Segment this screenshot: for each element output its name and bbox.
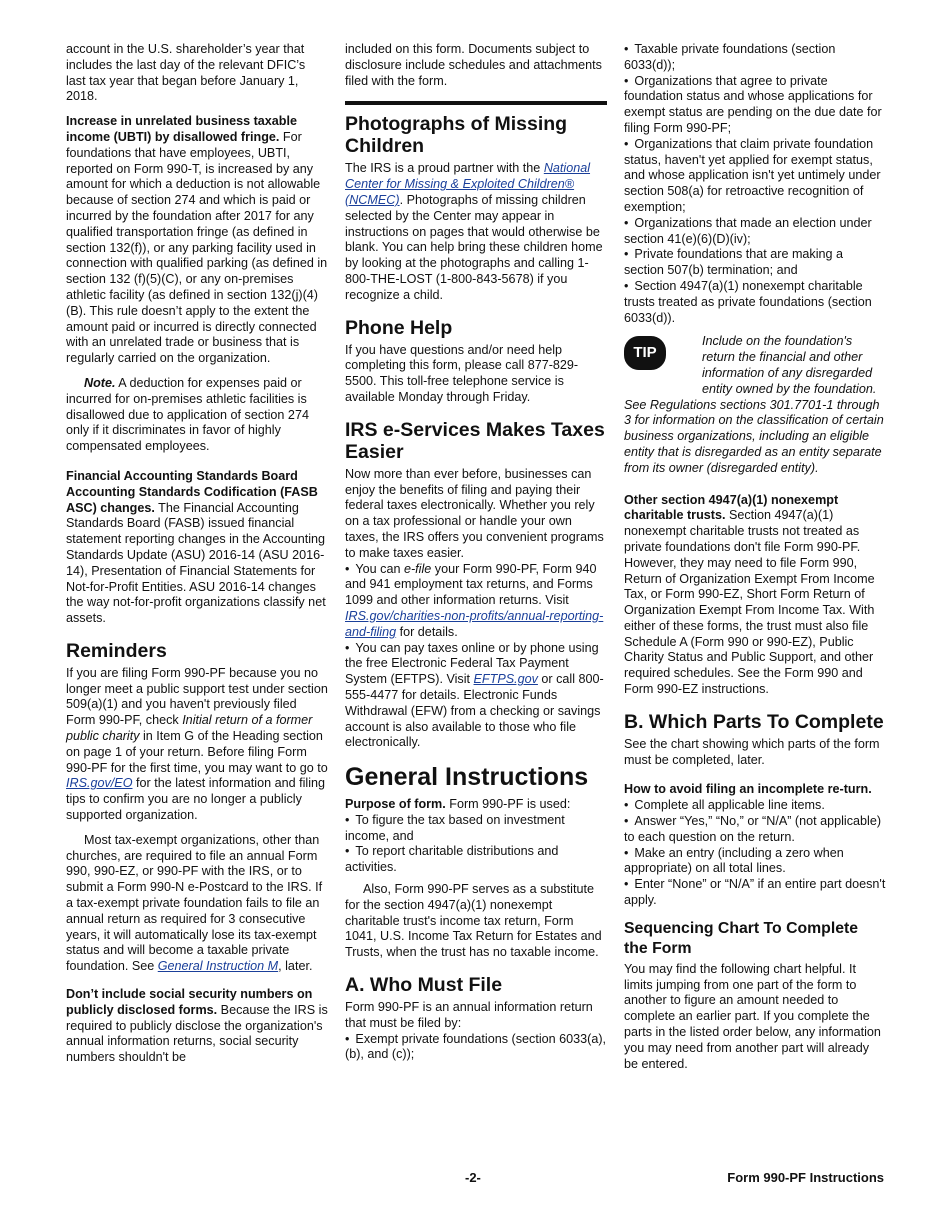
- paragraph-photographs: [345, 161, 607, 303]
- list-item: • Section 4947(a)(1) nonexempt charitable trusts treated as private foundations (section 6033(d)).: [624, 279, 886, 326]
- general-instruction-m-link[interactable]: General Instruction M: [157, 959, 279, 974]
- run-in-heading: Don’t include social security numbers on publicly disclosed forms.: [66, 987, 313, 1017]
- paragraph-text: For foundations that have employees, UBTI, reported on Form 990-T, is increased by any amount for which a deduction is not allowable because of section 274 and which is paid or incurred by the foundation after 2017 for any qualified transportation fringe (as defined in section 132(f)), or any parking facility used in connection with qualified parking (as defined in section 132 (f)(5)(C), or any on-premises athletic facility (as defined in section 132(j)(4)(B). This rule doesn’t apply to the extent the amount paid or incurred is directly connected with an unrelated trade or business that is regularly carried on the organization.: [66, 129, 328, 366]
- note-label: Note.: [84, 375, 116, 390]
- paragraph-text: Section 4947(a)(1) nonexempt charitable trusts not treated as private foundations don't file Form 990-PF. However, they may need to file Form 990, Return of Organization Exempt From Income Tax, or Form 990-EZ, Short Form Return of Organization Exempt From Income Tax. With either of these forms, the trust must also file Schedule A (Form 990 or 990-EZ), Public Charity Status and Public Support, and other required schedules. See the Form 990 and Form 990-EZ instructions.: [624, 508, 875, 697]
- section-title-which-parts: B. Which Parts To Complete: [624, 710, 884, 733]
- paragraph-phone-help: If you have questions and/or need help completing this form, please call 877-829-5500. This toll-free telephone service is available Monday through Friday.: [345, 342, 579, 404]
- paragraph-text: You can: [355, 561, 401, 576]
- paragraph-text: your Form 990-PF, Form 940 and 941 employment tax returns, and Forms 1099 and other information returns. Visit: [345, 561, 597, 608]
- list-item: • To report charitable distributions and activities.: [345, 844, 607, 876]
- paragraph-ssn: [66, 987, 328, 1066]
- paragraph: account in the U.S. shareholder’s year that includes the last day of the relevant DFIC’s last tax year that began before January 1, 2018.: [66, 42, 306, 104]
- tip-text: Include on the foundation's return the financial and other information of any disregarded entity owned by the foundation. See Regulations sections 301.7701-1 through 3 for information on the classification of certain business organizations, including an eligible entity that is disregarded as an entity separate from its owner (disregarded entity).: [624, 334, 884, 475]
- paragraph-text: , later.: [278, 959, 313, 974]
- paragraph: included on this form. Documents subject to disclosure include schedules and attachments filed with the form.: [345, 42, 602, 88]
- paragraph-text: Form 990-PF is used:: [449, 797, 571, 812]
- paragraph-fasb: [66, 469, 328, 627]
- ncmec-link[interactable]: National Center for Missing & Exploited Children® (NCMEC): [345, 161, 591, 207]
- section-title-sequencing: Sequencing Chart To Complete the Form: [624, 919, 859, 957]
- annual-reporting-link[interactable]: IRS.gov/charities-non-profits/annual-reporting-and-filing: [345, 608, 604, 639]
- paragraph-reminders-1: [66, 666, 328, 824]
- list-item: • Make an entry (including a zero when appropriate) on all total lines.: [624, 846, 886, 878]
- paragraph-which-parts: See the chart showing which parts of the form must be completed, later.: [624, 736, 880, 767]
- paragraph-other-trusts: [624, 493, 886, 698]
- list-item: • Answer “Yes,” “No,” or “N/A” (not applicable) to each question on the return.: [624, 814, 886, 846]
- list-item: • Private foundations that are making a section 507(b) termination; and: [624, 247, 886, 279]
- column-right: [624, 42, 886, 1072]
- list-item: [345, 562, 607, 641]
- paragraph-text: The Financial Accounting Standards Board (FASB) issued financial statement reporting changes in the Accounting Standards Update (ASU) 2016-14 (ASU 2016-14), Presentation of Financial Statements for Not-for-Profit Entities. ASU 2016-14 changes the way not-for-profit organizations classify net assets.: [66, 500, 326, 626]
- section-title-photographs: Photographs of Missing Children: [345, 113, 568, 158]
- paragraph-text: The IRS is a proud partner with the: [345, 161, 541, 176]
- italic-text: e-file: [403, 561, 432, 576]
- paragraph-ubti: [66, 114, 328, 367]
- list-item: • Exempt private foundations (section 6033(a), (b), and (c));: [345, 1032, 607, 1064]
- paragraph-text: You can pay taxes online or by phone using the free Electronic Federal Tax Payment System (EFTPS). Visit: [345, 640, 599, 687]
- run-in-heading: Increase in unrelated business taxable income (UBTI) by disallowed fringe.: [66, 114, 297, 144]
- list-item: • Organizations that claim private foundation status, haven't yet applied for exempt status, and whose application isn't yet untimely under section 508(a) for retroactive recognition of exemption;: [624, 137, 886, 216]
- list-item: • To figure the tax based on investment income, and: [345, 813, 607, 845]
- list-item: • Taxable private foundations (section 6033(d));: [624, 42, 886, 74]
- paragraph-text: Most tax-exempt organizations, other than churches, are required to file an annual Form 990, 990-EZ, or 990-PF with the IRS, or to submit a Form 990-N e-Postcard to the IRS. If a tax-exempt private foundation fails to file an annual return as required for 3 consecutive years, it will automatically lose its tax-exempt status and will become a taxable private foundation. See: [66, 832, 323, 974]
- paragraph-reminders-2: [66, 833, 328, 975]
- tip-box: [624, 334, 886, 476]
- italic-text: Initial return of a former public charity: [66, 713, 313, 744]
- eftps-link[interactable]: EFTPS.gov: [473, 672, 538, 687]
- tip-icon: TIP: [624, 336, 666, 370]
- list-item: • Complete all applicable line items.: [624, 798, 886, 814]
- paragraph-text: in Item G of the Heading section on page 1 of your return. Before filing Form 990-PF for the first time, you may want to go to: [66, 729, 328, 775]
- list-item: • Enter “None” or “N/A” if an entire part doesn't apply.: [624, 877, 886, 909]
- section-title-e-services: IRS e-Services Makes Taxes Easier: [345, 418, 605, 463]
- paragraph-note: [66, 376, 328, 455]
- page-number: -2-: [465, 1170, 481, 1185]
- list-item: • Organizations that made an election under section 41(e)(6)(D)(iv);: [624, 216, 886, 248]
- column-left: [66, 42, 328, 1066]
- section-title-reminders: Reminders: [66, 639, 167, 662]
- form-name-footer: Form 990-PF Instructions: [727, 1170, 884, 1185]
- column-middle: [345, 42, 607, 1063]
- paragraph-purpose: [345, 797, 607, 813]
- section-title-who-must-file: A. Who Must File: [345, 974, 503, 997]
- paragraph-text: A deduction for expenses paid or incurred for on-premises athletic facilities is disallowed due to application of section 274 only if it discriminates in favor of highly compensated employees.: [66, 375, 309, 454]
- paragraph-who-must-file: Form 990-PF is an annual information return that must be filed by:: [345, 1000, 593, 1030]
- paragraph-text: Because the IRS is required to publicly disclose the organization's annual information returns, social security numbers shouldn't be: [66, 1002, 328, 1065]
- paragraph-text: for the latest information and filing tips to confirm you are no longer a publicly supported organization.: [66, 776, 326, 823]
- run-in-heading: Purpose of form.: [345, 797, 446, 812]
- irs-eo-link[interactable]: IRS.gov/EO: [66, 776, 133, 791]
- paragraph-text: . Photographs of missing children selected by the Center may appear in instructions on pages that would otherwise be blank. You can help bring these children home by looking at the photographs and calling 1-800-THE-LOST (1-800-843-5678) if you recognize a child.: [345, 192, 603, 302]
- run-in-heading: Financial Accounting Standards Board Accounting Standards Codification (FASB ASC) changes.: [66, 468, 318, 515]
- run-in-heading: How to avoid filing an incomplete re-turn.: [624, 782, 872, 797]
- section-title-phone-help: Phone Help: [345, 316, 453, 339]
- section-divider: [345, 101, 607, 105]
- section-title-general-instructions: General Instructions: [345, 763, 589, 792]
- paragraph-e-services: Now more than ever before, businesses can enjoy the benefits of filing and paying their federal taxes electronically. Whether you rely on a tax professional or handle your own taxes, the IRS offers you convenient programs to make taxes easier.: [345, 466, 604, 560]
- paragraph-text: for details.: [399, 624, 458, 639]
- list-item: [345, 641, 607, 752]
- paragraph-sequencing: You may find the following chart helpful. It limits jumping from one part of the form to another to figure an amount needed to complete an earlier part. If you complete the parts in the listed order below, any information you may need from another part will already be entered.: [624, 961, 881, 1071]
- list-item: • Organizations that agree to private foundation status and whose applications for exempt status are pending on the due date for filing Form 990-PF;: [624, 74, 886, 137]
- paragraph-also: Also, Form 990-PF serves as a substitute for the section 4947(a)(1) nonexempt charitable trust's income tax return, Form 1041, U.S. Income Tax Return for Estates and Trusts, when the trust has no taxable income.: [345, 882, 602, 960]
- paragraph-text: or call 800-555-4477 for details. Electronic Funds Withdrawal (EFW) from a checking or savings account is also available to those who file electronically.: [345, 672, 604, 750]
- tip-icon-area: [624, 334, 702, 382]
- paragraph-text: If you are filing Form 990-PF because you no longer meet a public support test under section 509(a)(1) and you haven't previously filed Form 990-PF, check: [66, 665, 328, 728]
- run-in-heading: Other section 4947(a)(1) nonexempt charitable trusts.: [624, 492, 839, 523]
- paragraph-avoid: [624, 782, 886, 798]
